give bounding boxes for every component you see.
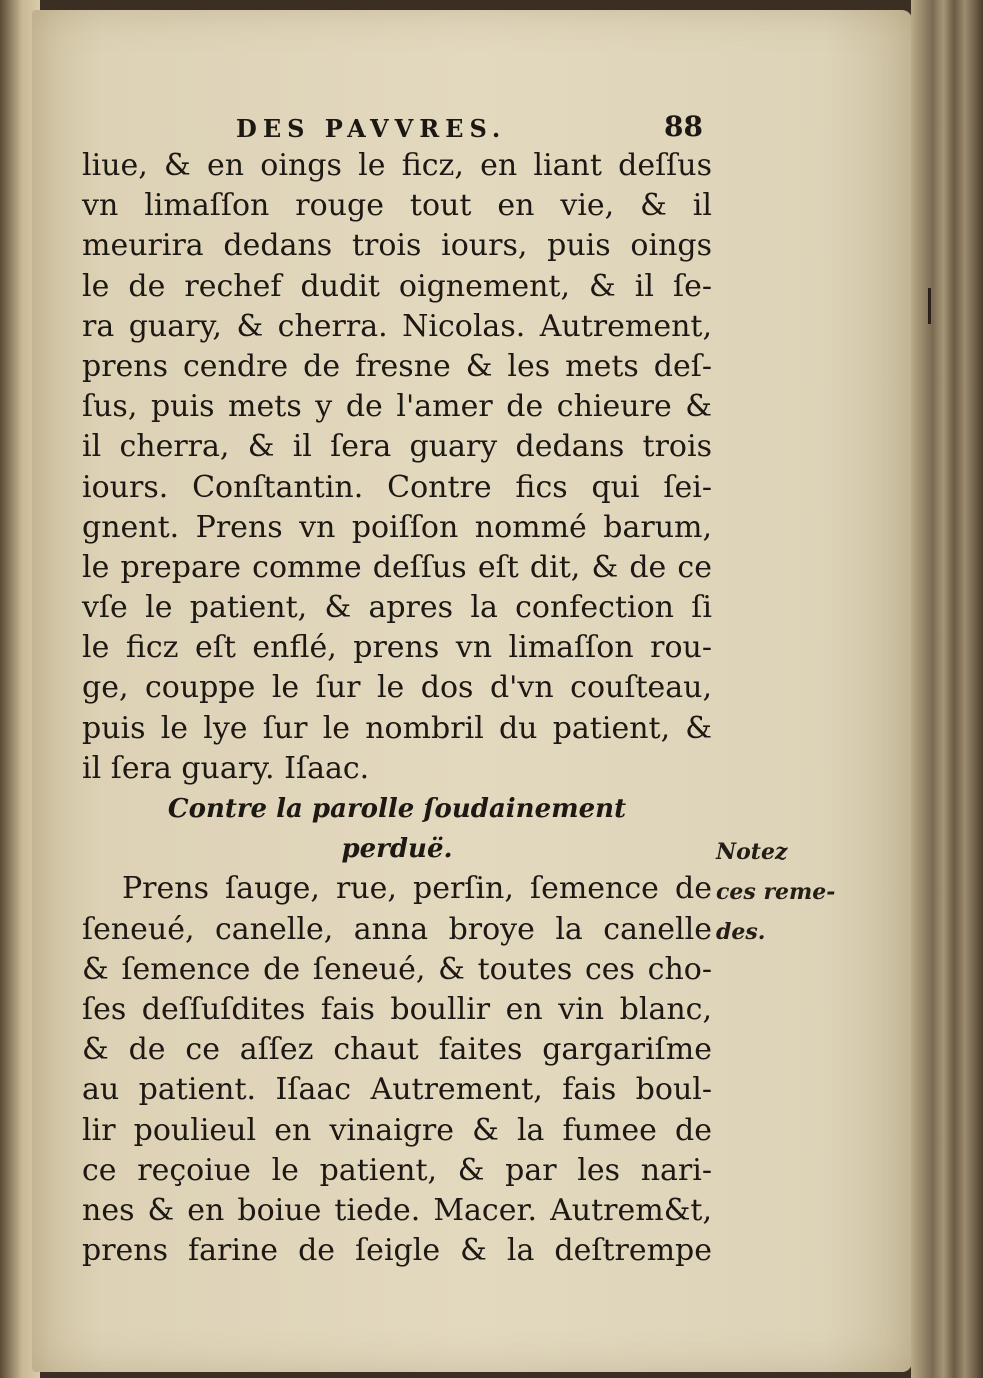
section-line: Prens ſauge, rue, perſin, ſemence de (122, 871, 712, 907)
body-line: prens cendre de fresne & les mets deſ- (82, 348, 712, 384)
section-line: nes & en boiue tiede. Macer. Autrem&t, (82, 1192, 712, 1228)
margin-note-line: Notez (716, 839, 788, 865)
body-line: ra guary, & cherra. Nicolas. Autrement, (82, 308, 712, 344)
body-line: ſus, puis mets y de l'amer de chieure & (82, 389, 712, 425)
body-line: gnent. Prens vn poiſſon nommé barum, (82, 509, 712, 545)
running-title: DES PAVVRES. (236, 114, 507, 143)
body-line: le ficz eſt enflé, prens vn limaſſon rou- (82, 630, 712, 666)
section-line: lir poulieul en vinaigre & la fumee de (82, 1112, 712, 1148)
section-line: au patient. Iſaac Autrement, fais boul- (82, 1072, 712, 1108)
body-line: le prepare comme deſſus eſt dit, & de ce (82, 549, 712, 585)
section-heading: Contre la parolle ſoudainement (167, 794, 627, 824)
margin-note-line: des. (716, 919, 766, 945)
margin-rule-mark (928, 288, 931, 324)
folio-number: 88 (664, 110, 703, 143)
margin-note-line: ces reme- (716, 879, 836, 905)
body-line: il cherra, & il ſera guary dedans trois (82, 429, 712, 465)
section-heading-continued: perduë. (341, 834, 453, 865)
section-line: & ſemence de ſeneué, & toutes ces cho- (82, 951, 712, 987)
page-edges (911, 0, 983, 1378)
section-line: ſeneué, canelle, anna broye la canelle (82, 911, 712, 947)
body-line: vſe le patient, & apres la confection ſi (82, 590, 712, 626)
margin-note (716, 832, 835, 952)
body-line: vn limaſſon rouge tout en vie, & il (82, 188, 712, 224)
body-line: le de rechef dudit oignement, & il ſe- (82, 268, 712, 304)
section-line: ce reçoiue le patient, & par les nari- (82, 1152, 712, 1188)
section-line: prens farine de ſeigle & la deſtrempe (82, 1233, 712, 1269)
text-block (82, 146, 712, 1271)
body-line: liue, & en oings le ficz, en liant deſſus (82, 148, 712, 183)
body-line: meurira dedans trois iours, puis oings (82, 228, 712, 264)
page-header (0, 106, 983, 146)
section-line: & de ce aſſez chaut faites gargariſme (82, 1032, 712, 1068)
body-line: ge, couppe le ſur le dos d'vn couſteau, (82, 670, 712, 706)
section-line: ſes deſſuſdites fais boullir en vin blanc, (82, 991, 712, 1027)
body-line: puis le lye ſur le nombril du patient, & (82, 710, 712, 746)
body-line: il ſera guary. Iſaac. (82, 750, 370, 786)
body-line: iours. Conſtantin. Contre fics qui ſei- (82, 469, 712, 505)
